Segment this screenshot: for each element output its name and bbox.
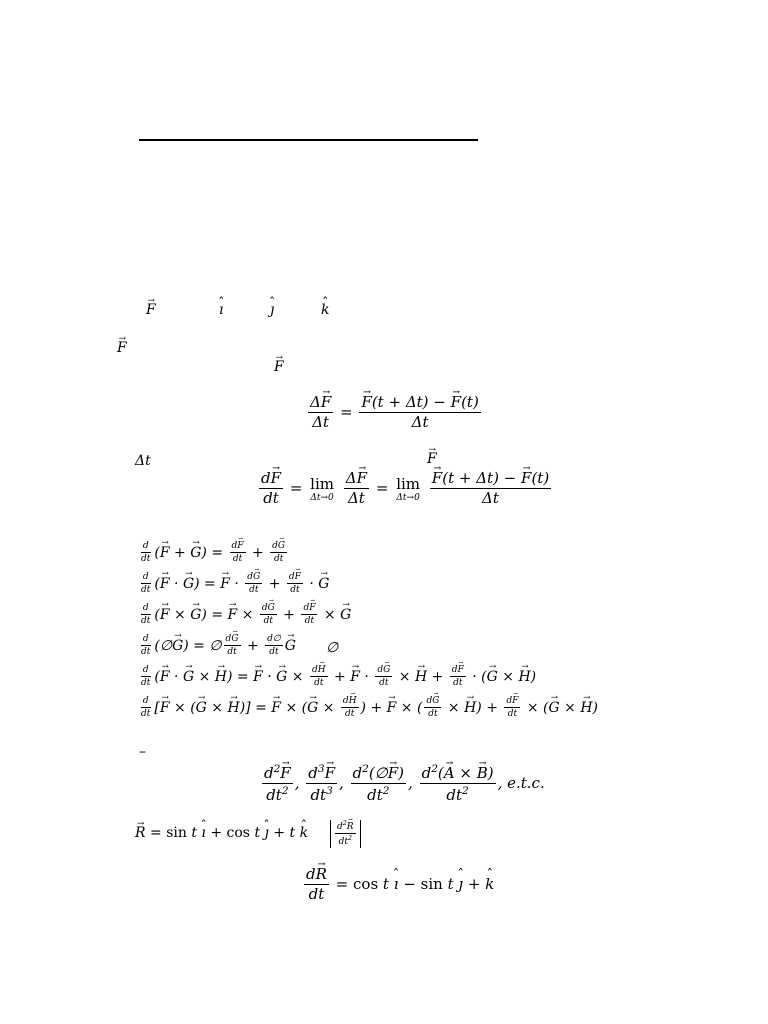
dash: – — [139, 744, 146, 760]
rule-sum: $\frac{d}{dt}$ (→ F + → G) = $\frac{d\to F}{dt}$ + $\frac{d\to G}{dt}$ — [137, 541, 289, 565]
delta-t-label: Δt — [135, 453, 151, 469]
eq-higher-derivatives: $\frac{d^2\to F}{dt^2}$ , $\frac{d^3\to F}{dt^3}$ , $\frac{d^2(\emptyset\to F)}{dt^2}$ , $\frac{d^2(\to A \times \to B)}{dt^2}$ , e.t.c. — [260, 763, 545, 805]
unit-vector-k: ˆ k — [321, 302, 329, 318]
unit-vector-j: ˆ ȷ — [270, 302, 274, 318]
eq-derivative-limit: $\frac{d\to F}{dt}$ = lim Δt→0 $\frac{\Delta\to F}{\Delta t}$ = lim Δt→0 → $\frac{F(t + \Delta t) - \to F(t)}{\Delta t}$ — [257, 470, 553, 508]
rule-cross: $\frac{d}{dt}$ (→ F × → G) = → F × $\frac{d\to G}{dt}$ + $\frac{d\to F}{dt}$ × → G — [137, 603, 351, 627]
eq-difference-quotient: $\frac{\Delta\to F}{\Delta t}$ = → $\frac{F(t + \Delta t) - \to F(t)}{\Delta t}$ — [306, 394, 483, 432]
unit-vector-i: ˆ ı — [219, 302, 223, 318]
right-symbol-F: → F — [427, 451, 437, 467]
example-R: → R = sin t ˆ ı + cos t ˆ ȷ + t ˆ k — [135, 825, 308, 841]
rule-scalar: $\frac{d}{dt}$ (∅→ G) = ∅ $\frac{d\to G}{dt}$ + $\frac{d\emptyset}{dt}$ → G — [137, 634, 296, 658]
side-symbol-F: → F — [117, 340, 127, 356]
abs-second-derivative: $\frac{d^2\to R}{dt^2}$ — [330, 820, 361, 848]
rule-triple-scalar: $\frac{d}{dt}$ (→ F · → G × → H) = → F · → G × $\frac{d\to H}{dt}$ + → F · $\frac{d\to G}{dt}$ × → H + $\frac{d\to F}{dt}$ · (→ G × → H) — [137, 665, 536, 689]
eq-dR-dt: $\frac{d\to R}{dt}$ = cos t ˆ ı − sin t ˆ ȷ + ˆ k — [302, 866, 494, 904]
unit-vector-F: → F — [146, 302, 156, 318]
header-rule — [139, 139, 478, 141]
emptyset-note: ∅ — [326, 640, 339, 656]
mid-symbol-F: → F — [274, 359, 284, 375]
rule-triple-vector: $\frac{d}{dt}$ [→ F × (→ G × → H)] = → F × (→ G × $\frac{d\to H}{dt}$ ) + → F × ( $\frac{d\to G}{dt}$ × → H) + $\frac{d\to F}{dt}$ × (→ G × → H) — [137, 696, 598, 720]
rule-dot: $\frac{d}{dt}$ (→ F · → G) = → F · $\frac{d\to G}{dt}$ + $\frac{d\to F}{dt}$ · → G — [137, 572, 329, 596]
